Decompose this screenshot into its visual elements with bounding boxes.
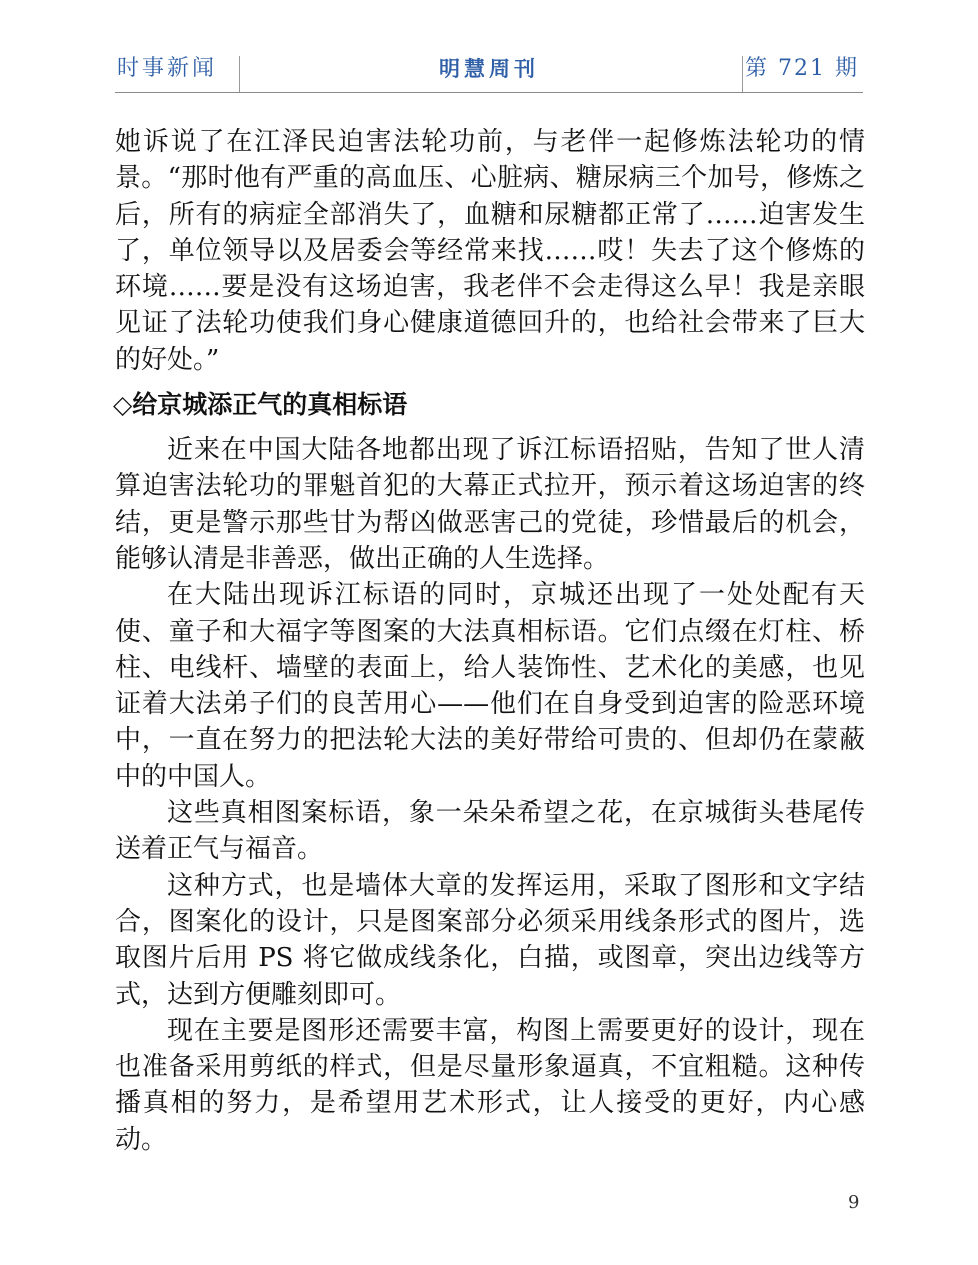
page-number: 9 [848, 1192, 860, 1213]
header-divider-right [742, 56, 743, 92]
publication-title: 明慧周刊 [439, 57, 539, 81]
paragraph-6: 现在主要是图形还需要丰富，构图上需要更好的设计，现在也准备采用剪纸的样式，但是尽量形象逼真，不宜粗糙。这种传播真相的努力，是希望用艺术形式，让人接受的更好，内心感动。 [115, 1015, 865, 1155]
paragraph-3: 在大陆出现诉江标语的同时，京城还出现了一处处配有天使、童子和大福字等图案的大法真相标语。它们点缀在灯柱、桥柱、电线杆、墙壁的表面上，给人装饰性、艺术化的美感，也见证着大法弟子们的良苦用心——他们在自身受到迫害的险恶环境中，一直在努力的把法轮大法的美好带给可贵的、但却仍在蒙蔽中的中国人。 [115, 580, 865, 792]
paragraph-4: 这些真相图案标语，象一朵朵希望之花，在京城街头巷尾传送着正气与福音。 [115, 798, 865, 865]
paragraph-5: 这种方式，也是墙体大章的发挥运用，采取了图形和文字结合，图案化的设计，只是图案部分必须采用线条形式的图片，选取图片后用 PS 将它做成线条化，白描，或图章，突出边线等方式，达到方便雕刻即可。 [115, 870, 865, 1010]
paragraph-1: 她诉说了在江泽民迫害法轮功前，与老伴一起修炼法轮功的情景。“那时他有严重的高血压、心脏病、糖尿病三个加号，修炼之后，所有的病症全部消失了，血糖和尿糖都正常了……迫害发生了，单位领导以及居委会等经常来找……哎！失去了这个修炼的环境……要是没有这场迫害，我老伴不会走得这么早！我是亲眼见证了法轮功使我们身心健康道德回升的，也给社会带来了巨大的好处。” [115, 127, 865, 375]
article-body [115, 124, 865, 1158]
section-heading: ◇给京城添正气的真相标语 [113, 390, 408, 420]
paragraph-2: 近来在中国大陆各地都出现了诉江标语招贴，告知了世人清算迫害法轮功的罪魁首犯的大幕正式拉开，预示着这场迫害的终结，更是警示那些甘为帮凶做恶害己的党徒，珍惜最后的机会，能够认清是非善恶，做出正确的人生选择。 [115, 435, 865, 574]
page-header [115, 50, 863, 93]
section-label: 时事新闻 [117, 56, 218, 81]
issue-number: 第 721 期 [745, 56, 859, 81]
